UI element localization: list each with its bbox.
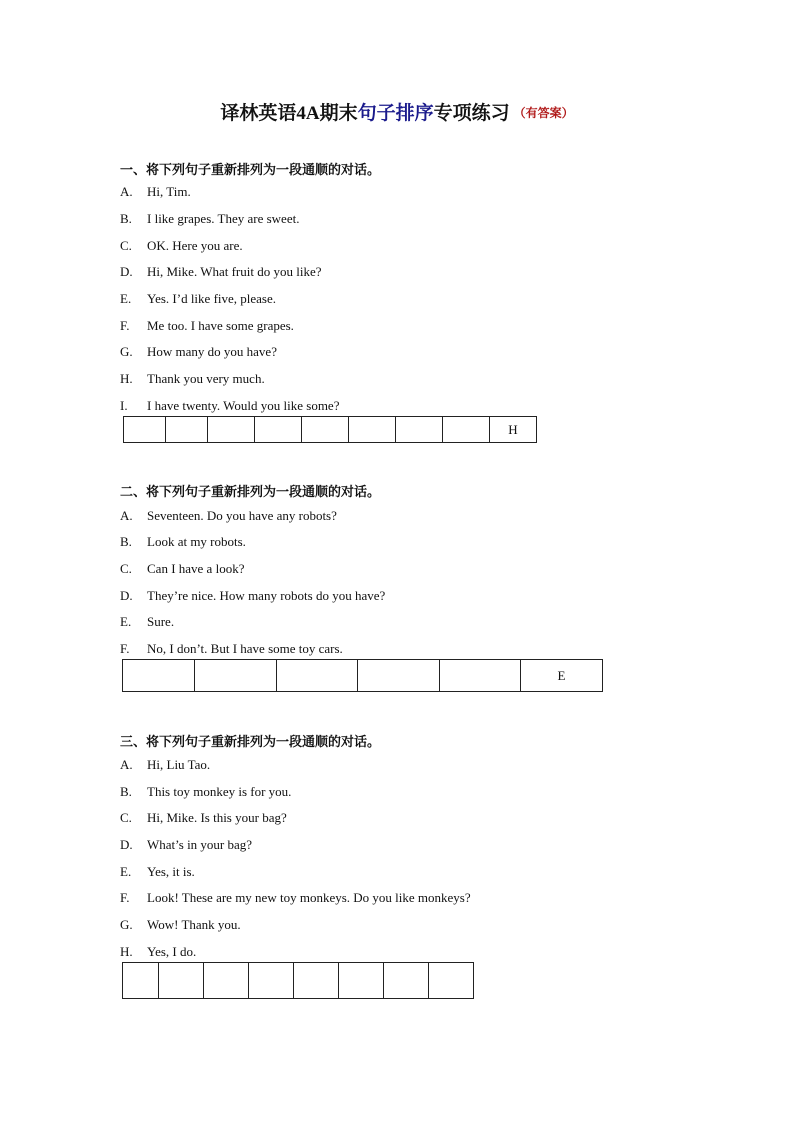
- answer-table: [122, 659, 603, 692]
- list-item: [120, 784, 291, 800]
- item-letter: D.: [120, 837, 133, 852]
- list-item: [120, 291, 276, 307]
- answer-cell[interactable]: [204, 963, 249, 999]
- item-letter: G.: [120, 917, 133, 932]
- answer-cell[interactable]: [208, 417, 255, 443]
- item-letter: E.: [120, 291, 132, 306]
- item-text: Hi, Mike. Is this your bag?: [147, 810, 287, 825]
- list-item: [120, 398, 339, 414]
- list-item: [120, 757, 210, 773]
- answer-cell[interactable]: E: [521, 660, 603, 692]
- item-letter: F.: [120, 318, 130, 333]
- title-part-3: 专项练习: [433, 103, 510, 124]
- answer-cell[interactable]: [302, 417, 349, 443]
- list-item: [120, 371, 265, 387]
- section-heading: 一、将下列句子重新排列为一段通顺的对话。: [120, 162, 381, 177]
- list-item: [120, 890, 471, 906]
- answer-cell[interactable]: [159, 963, 204, 999]
- section-heading: 二、将下列句子重新排列为一段通顺的对话。: [120, 484, 381, 499]
- answer-cell[interactable]: [443, 417, 490, 443]
- list-item: [120, 318, 294, 334]
- list-item: [120, 614, 174, 630]
- item-letter: D.: [120, 588, 133, 603]
- list-item: [120, 508, 337, 524]
- list-item: [120, 344, 277, 360]
- item-text: Look at my robots.: [147, 534, 246, 549]
- item-letter: F.: [120, 890, 130, 905]
- title-answer-note: （有答案）: [513, 106, 574, 120]
- answer-cell[interactable]: [123, 660, 195, 692]
- title-part-1: 译林英语4A期末: [220, 103, 358, 124]
- list-item: [120, 864, 195, 880]
- item-letter: E.: [120, 614, 132, 629]
- item-text: Thank you very much.: [147, 371, 265, 386]
- item-text: How many do you have?: [147, 344, 277, 359]
- item-letter: G.: [120, 344, 133, 359]
- answer-cell[interactable]: [384, 963, 429, 999]
- item-letter: I.: [120, 398, 128, 413]
- item-letter: H.: [120, 944, 133, 959]
- item-text: No, I don’t. But I have some toy cars.: [147, 641, 343, 656]
- item-text: Wow! Thank you.: [147, 917, 241, 932]
- item-letter: B.: [120, 211, 132, 226]
- answer-cell[interactable]: [396, 417, 443, 443]
- page-title: [0, 98, 794, 125]
- list-item: [120, 641, 343, 657]
- answer-cell[interactable]: [166, 417, 208, 443]
- item-letter: B.: [120, 784, 132, 799]
- item-letter: F.: [120, 641, 130, 656]
- item-letter: C.: [120, 238, 132, 253]
- item-letter: A.: [120, 184, 133, 199]
- list-item: [120, 944, 196, 960]
- answer-table: [123, 416, 537, 443]
- list-item: [120, 917, 241, 933]
- answer-cell[interactable]: [358, 660, 440, 692]
- list-item: [120, 837, 252, 853]
- item-text: Hi, Tim.: [147, 184, 191, 199]
- item-letter: A.: [120, 508, 133, 523]
- item-text: Hi, Mike. What fruit do you like?: [147, 264, 322, 279]
- answer-cell[interactable]: [339, 963, 384, 999]
- answer-cell[interactable]: [440, 660, 521, 692]
- item-letter: B.: [120, 534, 132, 549]
- answer-cell[interactable]: [349, 417, 396, 443]
- item-letter: D.: [120, 264, 133, 279]
- list-item: [120, 588, 385, 604]
- list-item: [120, 264, 322, 280]
- item-text: Yes. I’d like five, please.: [147, 291, 277, 306]
- item-text: Seventeen. Do you have any robots?: [147, 508, 337, 523]
- item-letter: C.: [120, 810, 132, 825]
- item-text: Look! These are my new toy monkeys. Do you like monkeys?: [147, 890, 471, 905]
- item-letter: H.: [120, 371, 133, 386]
- list-item: [120, 534, 246, 550]
- item-text: I like grapes. They are sweet.: [147, 211, 300, 226]
- answer-cell[interactable]: [255, 417, 302, 443]
- answer-cell[interactable]: [277, 660, 358, 692]
- item-text: Yes, I do.: [147, 944, 197, 959]
- item-text: Me too. I have some grapes.: [147, 318, 294, 333]
- item-text: Hi, Liu Tao.: [147, 757, 211, 772]
- list-item: [120, 238, 243, 254]
- item-text: They’re nice. How many robots do you have?: [147, 588, 386, 603]
- item-text: I have twenty. Would you like some?: [147, 398, 340, 413]
- list-item: [120, 810, 287, 826]
- list-item: [120, 184, 191, 200]
- answer-cell[interactable]: H: [490, 417, 537, 443]
- section-heading: 三、将下列句子重新排列为一段通顺的对话。: [120, 734, 381, 749]
- answer-cell[interactable]: [123, 963, 159, 999]
- item-letter: A.: [120, 757, 133, 772]
- answer-cell[interactable]: [124, 417, 166, 443]
- item-text: This toy monkey is for you.: [147, 784, 292, 799]
- item-text: Yes, it is.: [147, 864, 195, 879]
- item-text: Sure.: [147, 614, 175, 629]
- item-text: OK. Here you are.: [147, 238, 243, 253]
- answer-cell[interactable]: [429, 963, 474, 999]
- item-text: What’s in your bag?: [147, 837, 253, 852]
- answer-cell[interactable]: [195, 660, 277, 692]
- item-letter: C.: [120, 561, 132, 576]
- answer-cell[interactable]: [249, 963, 294, 999]
- answer-cell[interactable]: [294, 963, 339, 999]
- title-part-2: 句子排序: [357, 103, 434, 124]
- item-text: Can I have a look?: [147, 561, 245, 576]
- answer-table: [122, 962, 474, 999]
- item-letter: E.: [120, 864, 132, 879]
- list-item: [120, 211, 299, 227]
- list-item: [120, 561, 244, 577]
